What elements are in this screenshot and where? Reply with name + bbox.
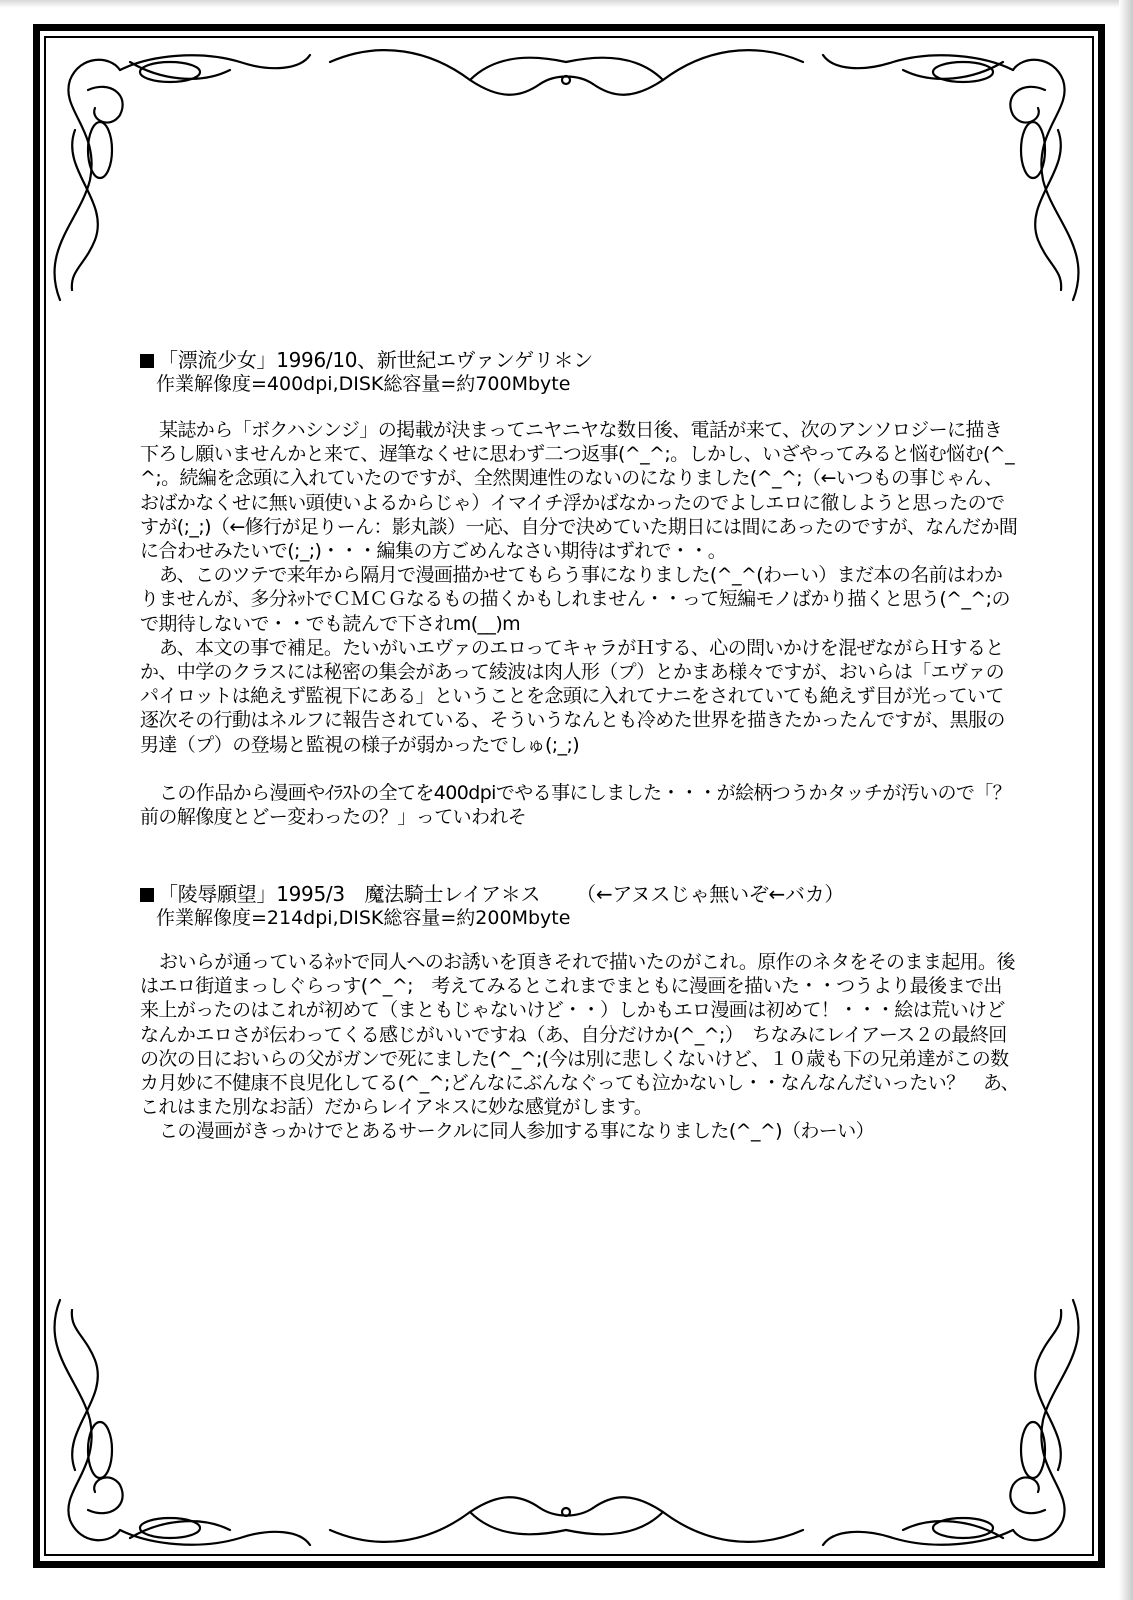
section-body [140, 418, 1020, 829]
page-right-shadow [1119, 0, 1133, 1600]
paragraph: おいらが通っているﾈｯﾄで同人へのお誘いを頂きそれで描いたのがこれ。原作のネタをそのまま起用。後はエロ街道まっしぐらっす(^_^; 考えてみるとこれまでまともに漫画を描いた・・つうより最後まで出来上がったのはこれが初めて（まともじゃないけど・・）しかもエロ漫画は初めて！・・・絵は荒いけどなんかエロさが伝わってくる感じがいいですね（あ、自分だけか(^_^;） ちなみにレイアース２の最終回の次の日においらの父がガンで死にました(^_^;(今は別に悲しくないけど、１０歳も下の兄弟達がこの数カ月妙に不健康不良児化してる(^_^;どんなにぶんなぐっても泣かないし・・なんなんだいったい？ あ、これはまた別なお話）だからレイア＊スに妙な感覚がします。 [140, 951, 1020, 1119]
paragraph: あ、このツテで来年から隔月で漫画描かせてもらう事になりました(^_^(わーい）まだ本の名前はわかりませんが、多分ﾈｯﾄでＣＭＣＧなるもの描くかもしれません・・って短編モノばかり描くと思う(^_^;ので期待しないで・・でも読んで下されm(__)m [140, 564, 1010, 635]
square-bullet-icon [140, 354, 154, 368]
section-title [140, 882, 1020, 906]
section-meta: 作業解像度=400dpi,DISK総容量=約700Mbyte [156, 373, 571, 395]
paragraph: この漫画がきっかけでとあるサークルに同人参加する事になりました(^_^)（わーい） [159, 1120, 874, 1143]
section-title [140, 348, 1020, 372]
section-title-text: 「漂流少女」1996/10、新世紀エヴァンゲリ＊ン [158, 348, 593, 372]
square-bullet-icon [140, 888, 154, 902]
section-ryojoku-ganbo [140, 882, 1020, 1144]
page-top-shadow [0, 0, 1133, 8]
section-title-text: 「陵辱願望」1995/3 魔法騎士レイア＊ス [158, 882, 541, 906]
paragraph: あ、本文の事で補足。たいがいエヴァのエロってキャラがＨする、心の問いかけを混ぜながらＨするとか、中学のクラスには秘密の集会があって綾波は肉人形（プ）とかまあ様々ですが、おいらは「エヴァのパイロットは絶えず監視下にある」ということを念頭に入れてナニをされていても絶えず目が光っていて逐次その行動はネルフに報告されている、そういうなんとも冷めた世界を描きたかったんですが、黒服の男達（プ）の登場と監視の様子が弱かったでしゅ(;_;) [140, 636, 1005, 756]
section-hyoryu-shojo [140, 348, 1020, 829]
afterword-content [140, 348, 1020, 1143]
section-meta: 作業解像度=214dpi,DISK総容量=約200Mbyte [156, 907, 571, 929]
paragraph: 某誌から「ボクハシンジ」の掲載が決まってニヤニヤな数日後、電話が来て、次のアンソロジーに描き下ろし願いませんかと来て、遅筆なくせに思わず二つ返事(^_^;。しかし、いざやってみると悩む悩む(^_^;。続編を念頭に入れていたのですが、全然関連性のないのになりました(^_^;（←いつもの事じゃん、おばかなくせに無い頭使いよるからじゃ）イマイチ浮かばなかったのでよしエロに徹しようと思ったのですが(;_;)（←修行が足りーん：影丸談）一応、自分で決めていた期日には間にあったのですが、なんだか間に合わせみたいで(;_;)・・・編集の方ごめんなさい期待はずれで・・。 [140, 419, 1018, 563]
section-body [140, 950, 1020, 1144]
section-title-note: （←アヌスじゃ無いぞ←バカ） [576, 882, 845, 906]
paragraph: この作品から漫画やｲﾗｽﾄの全てを400dpiでやる事にしました・・・が絵柄つうかタッチが汚いので「？前の解像度とどー変わったの？」っていわれそ [140, 781, 1012, 829]
